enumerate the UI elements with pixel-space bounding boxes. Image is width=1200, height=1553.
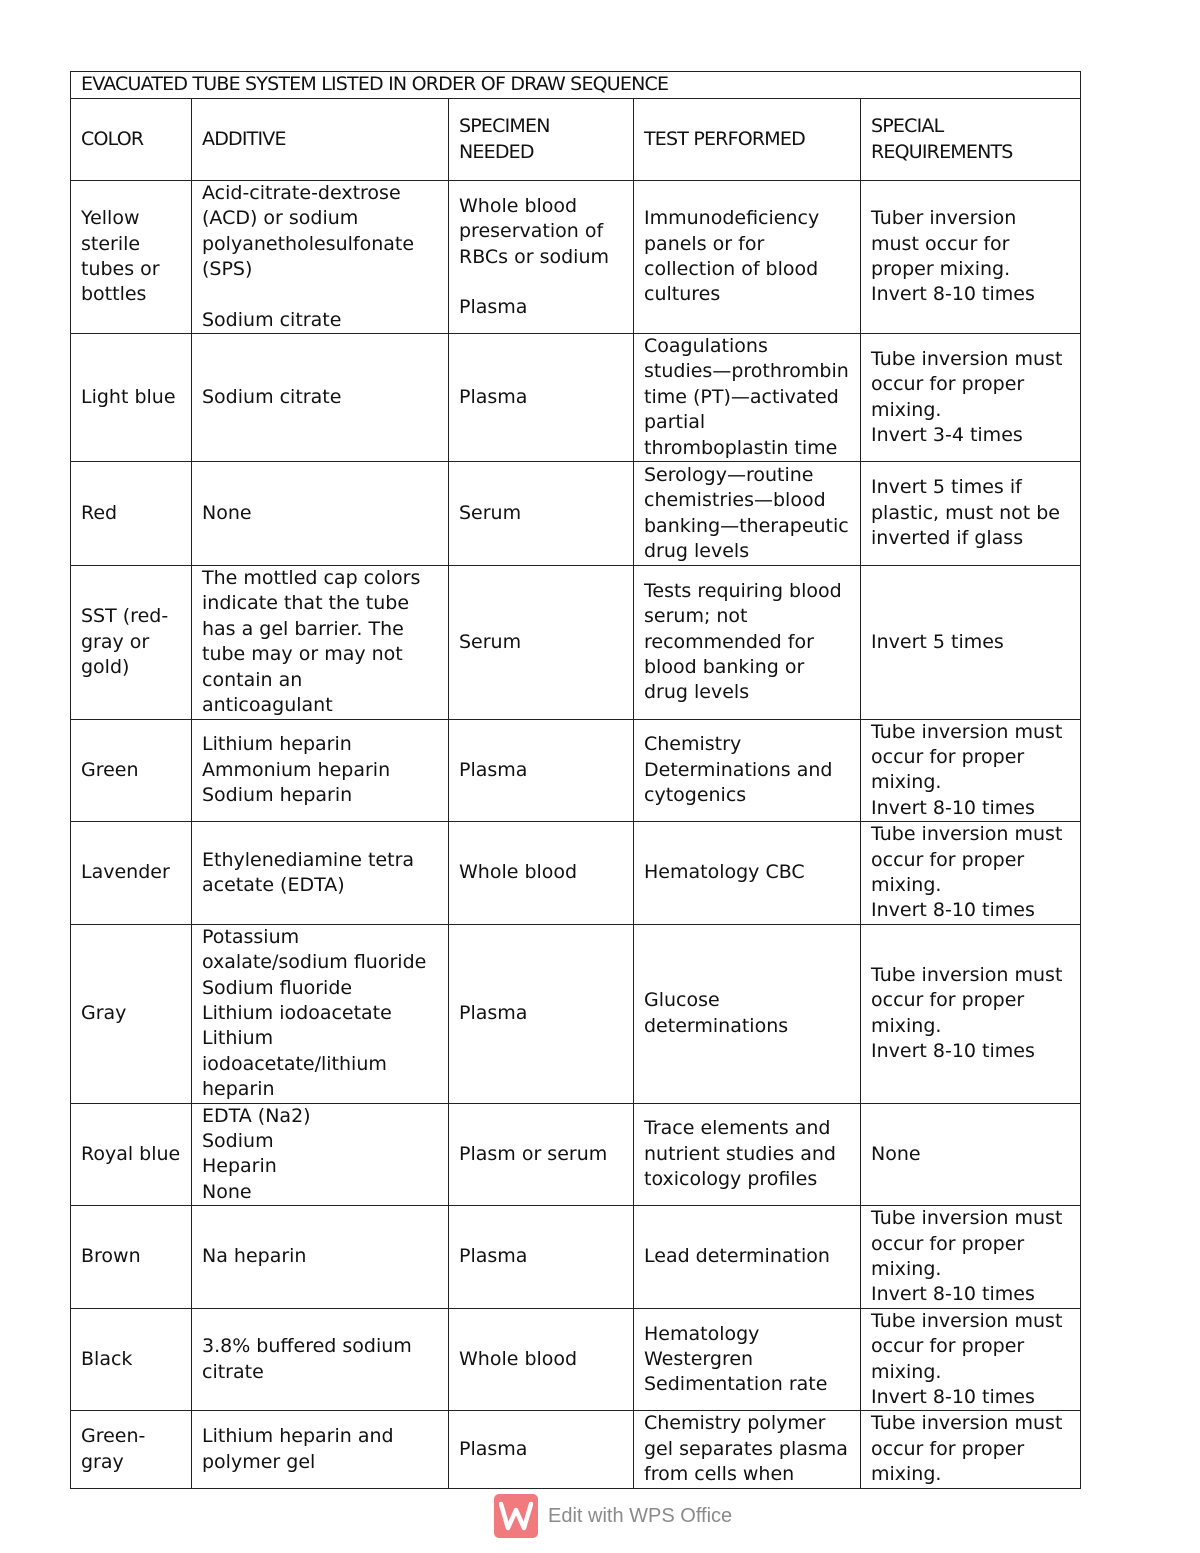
cell-additive [192, 924, 449, 1103]
cell-line: None [871, 1142, 921, 1165]
cell-line: collection of blood [644, 258, 819, 281]
cell-line: Sodium fluoride [202, 976, 353, 999]
cell-line: Plasma [459, 385, 528, 408]
cell-line: Tuber inversion [871, 207, 1017, 230]
tube-system-table [70, 71, 1081, 1489]
cell-color [71, 1103, 192, 1206]
cell-line: Invert 8-10 times [871, 283, 1035, 306]
cell-line: polymer gel [202, 1450, 316, 1473]
cell-line: Immunodeficiency [644, 207, 820, 230]
cell-line: Tube inversion must [871, 1309, 1063, 1332]
cell-line: Hematology [644, 1322, 760, 1345]
cell-test [634, 1308, 861, 1411]
header-color [71, 99, 192, 181]
cell-line: Yellow [81, 207, 140, 230]
cell-line: EDTA (Na2) [202, 1104, 311, 1127]
header-line: COLOR [81, 127, 144, 150]
cell-line: contain an [202, 668, 303, 691]
cell-line: 3.8% buffered sodium [202, 1335, 412, 1358]
cell-line: Gray [81, 1001, 127, 1024]
cell-line: mixing. [871, 1463, 942, 1486]
cell-line: gray [81, 1450, 124, 1473]
table-title-row [71, 72, 1081, 99]
table-row [71, 181, 1081, 334]
cell-line: acetate (EDTA) [202, 873, 345, 896]
cell-specimen [449, 1103, 634, 1206]
table-row [71, 1206, 1081, 1309]
cell-line: mixing. [871, 1014, 942, 1037]
cell-line: chemistries—blood [644, 489, 826, 512]
cell-line: Potassium [202, 925, 300, 948]
cell-line: Green [81, 758, 139, 781]
cell-line: from cells when [644, 1463, 795, 1486]
cell-line: mixing. [871, 873, 942, 896]
cell-line: Lithium heparin [202, 733, 352, 756]
cell-line: Coagulations [644, 335, 768, 358]
cell-line: Chemistry [644, 733, 742, 756]
cell-requirements [861, 1411, 1081, 1488]
cell-line: Plasma [459, 295, 528, 318]
cell-test [634, 566, 861, 719]
cell-additive [192, 334, 449, 462]
header-line: SPECIAL [871, 115, 944, 138]
cell-color [71, 1411, 192, 1488]
header-line: NEEDED [459, 140, 534, 163]
cell-line: oxalate/sodium fluoride [202, 951, 427, 974]
header-line: ADDITIVE [202, 127, 286, 150]
cell-line: Royal blue [81, 1142, 181, 1165]
cell-line: nutrient studies and [644, 1142, 836, 1165]
cell-line: Sedimentation rate [644, 1373, 828, 1396]
cell-line: Tube inversion must [871, 963, 1063, 986]
cell-specimen [449, 1411, 634, 1488]
cell-requirements [861, 334, 1081, 462]
cell-line: occur for proper [871, 1437, 1025, 1460]
cell-line: Tube inversion must [871, 1207, 1063, 1230]
cell-specimen [449, 334, 634, 462]
cell-line: Red [81, 501, 118, 524]
table-title: EVACUATED TUBE SYSTEM LISTED IN ORDER OF DRAW SEQUENCE [71, 72, 1081, 99]
cell-line: Lithium heparin and [202, 1425, 394, 1448]
cell-line: None [202, 1180, 252, 1203]
cell-line: bottles [81, 283, 147, 306]
table-row [71, 719, 1081, 822]
cell-additive [192, 181, 449, 334]
cell-additive [192, 1308, 449, 1411]
cell-specimen [449, 924, 634, 1103]
cell-line: plastic, must not be [871, 501, 1060, 524]
cell-gap [202, 283, 438, 308]
cell-line: blood banking or [644, 655, 805, 678]
cell-line: mixing. [871, 771, 942, 794]
cell-line: Chemistry polymer [644, 1412, 826, 1435]
header-specimen-needed [449, 99, 634, 181]
cell-line: toxicology profiles [644, 1168, 818, 1191]
cell-line: drug levels [644, 539, 750, 562]
cell-line: Invert 5 times [871, 630, 1004, 653]
cell-line: Tube inversion must [871, 823, 1063, 846]
cell-line: banking—therapeutic [644, 514, 849, 537]
cell-line: polyanetholesulfonate [202, 232, 415, 255]
cell-line: Tube inversion must [871, 347, 1063, 370]
cell-test [634, 719, 861, 822]
cell-requirements [861, 924, 1081, 1103]
cell-line: recommended for [644, 630, 814, 653]
header-test-performed [634, 99, 861, 181]
cell-line: inverted if glass [871, 527, 1024, 550]
cell-line: Whole blood [459, 194, 578, 217]
cell-color [71, 719, 192, 822]
cell-line: Westergren [644, 1347, 754, 1370]
cell-color [71, 566, 192, 719]
cell-line: occur for proper [871, 373, 1025, 396]
cell-color [71, 822, 192, 925]
table-row [71, 1411, 1081, 1488]
cell-line: Invert 8-10 times [871, 1386, 1035, 1409]
header-special-requirements [861, 99, 1081, 181]
cell-requirements [861, 566, 1081, 719]
cell-specimen [449, 822, 634, 925]
table-row [71, 566, 1081, 719]
cell-specimen [449, 462, 634, 566]
cell-line: Lithium [202, 1027, 274, 1050]
cell-line: occur for proper [871, 989, 1025, 1012]
table-row [71, 924, 1081, 1103]
cell-line: tube may or may not [202, 643, 403, 666]
cell-color [71, 462, 192, 566]
cell-line: Sodium citrate [202, 385, 342, 408]
cell-test [634, 822, 861, 925]
cell-line: Lavender [81, 861, 170, 884]
cell-line: Glucose [644, 989, 720, 1012]
cell-line: cytogenics [644, 784, 747, 807]
cell-line: Trace elements and [644, 1117, 831, 1140]
cell-line: serum; not [644, 605, 748, 628]
cell-specimen [449, 181, 634, 334]
cell-line: Serum [459, 501, 522, 524]
cell-line: occur for proper [871, 1232, 1025, 1255]
cell-line: Invert 8-10 times [871, 1040, 1035, 1063]
header-line: SPECIMEN [459, 115, 550, 138]
cell-test [634, 924, 861, 1103]
cell-line: (ACD) or sodium [202, 207, 359, 230]
cell-line: (SPS) [202, 258, 253, 281]
cell-line: heparin [202, 1078, 275, 1101]
cell-specimen [449, 719, 634, 822]
cell-line: time (PT)—activated [644, 385, 839, 408]
cell-test [634, 334, 861, 462]
cell-line: Plasma [459, 758, 528, 781]
cell-line: occur for proper [871, 1335, 1025, 1358]
cell-specimen [449, 1308, 634, 1411]
wps-w-logo-icon [494, 1494, 538, 1538]
cell-line: Tests requiring blood [644, 579, 842, 602]
cell-line: Tube inversion must [871, 1412, 1063, 1435]
cell-line: Whole blood [459, 861, 578, 884]
cell-line: Serum [459, 630, 522, 653]
cell-line: iodoacetate/lithium [202, 1052, 387, 1075]
cell-line: cultures [644, 283, 721, 306]
cell-requirements [861, 822, 1081, 925]
header-line: REQUIREMENTS [871, 140, 1013, 163]
header-additive [192, 99, 449, 181]
cell-line: occur for proper [871, 848, 1025, 871]
cell-test [634, 1206, 861, 1309]
cell-line: Invert 3-4 times [871, 423, 1023, 446]
cell-line: must occur for [871, 232, 1010, 255]
table-row [71, 822, 1081, 925]
cell-line: panels or for [644, 232, 765, 255]
cell-line: studies—prothrombin [644, 360, 849, 383]
cell-specimen [449, 1206, 634, 1309]
cell-line: Black [81, 1347, 133, 1370]
cell-line: preservation of [459, 220, 604, 243]
cell-line: Invert 8-10 times [871, 1283, 1035, 1306]
cell-color [71, 1206, 192, 1309]
cell-color [71, 334, 192, 462]
cell-gap [459, 270, 623, 295]
cell-specimen [449, 566, 634, 719]
cell-line: citrate [202, 1360, 264, 1383]
cell-line: Plasma [459, 1001, 528, 1024]
cell-additive [192, 1103, 449, 1206]
cell-test [634, 1103, 861, 1206]
cell-additive [192, 462, 449, 566]
cell-test [634, 1411, 861, 1488]
cell-line: anticoagulant [202, 694, 333, 717]
cell-line: Invert 5 times if [871, 476, 1022, 499]
cell-line: occur for proper [871, 745, 1025, 768]
wps-footer[interactable] [494, 1494, 732, 1538]
cell-line: determinations [644, 1014, 789, 1037]
cell-requirements [861, 462, 1081, 566]
cell-line: Hematology CBC [644, 861, 805, 884]
cell-line: Light blue [81, 385, 176, 408]
cell-line: partial [644, 411, 706, 434]
cell-line: Serology—routine [644, 463, 814, 486]
cell-requirements [861, 1206, 1081, 1309]
cell-requirements [861, 719, 1081, 822]
table-body [71, 181, 1081, 1489]
cell-requirements [861, 1103, 1081, 1206]
cell-test [634, 181, 861, 334]
cell-line: Lithium iodoacetate [202, 1001, 392, 1024]
cell-line: The mottled cap colors [202, 567, 421, 590]
cell-line: tubes or [81, 258, 160, 281]
cell-line: gray or [81, 630, 150, 653]
cell-line: None [202, 501, 252, 524]
cell-line: RBCs or sodium [459, 245, 609, 268]
cell-line: thromboplastin time [644, 436, 838, 459]
cell-color [71, 924, 192, 1103]
table-row [71, 1308, 1081, 1411]
cell-additive [192, 566, 449, 719]
cell-line: mixing. [871, 1360, 942, 1383]
cell-line: mixing. [871, 398, 942, 421]
cell-line: sterile [81, 232, 141, 255]
cell-color [71, 1308, 192, 1411]
header-line: TEST PERFORMED [644, 127, 805, 150]
cell-line: Plasma [459, 1437, 528, 1460]
cell-line: Green- [81, 1425, 146, 1448]
cell-additive [192, 719, 449, 822]
cell-line: Invert 8-10 times [871, 796, 1035, 819]
table-row [71, 1103, 1081, 1206]
cell-requirements [861, 181, 1081, 334]
cell-line: Ethylenediamine tetra [202, 848, 415, 871]
cell-line: Sodium [202, 1130, 274, 1152]
cell-line: Sodium heparin [202, 784, 353, 807]
column-header-row [71, 99, 1081, 181]
table-row [71, 334, 1081, 462]
cell-line: Plasma [459, 1245, 528, 1268]
cell-line: Plasm or serum [459, 1142, 608, 1165]
cell-line: Heparin [202, 1155, 277, 1178]
cell-additive [192, 822, 449, 925]
cell-line: proper mixing. [871, 258, 1011, 281]
cell-line: Na heparin [202, 1245, 307, 1268]
cell-additive [192, 1206, 449, 1309]
cell-line: gel separates plasma [644, 1437, 848, 1460]
cell-line: Invert 8-10 times [871, 899, 1035, 922]
cell-line: Determinations and [644, 758, 833, 781]
cell-line: gold) [81, 655, 130, 678]
cell-line: Acid-citrate-dextrose [202, 182, 401, 204]
wps-footer-text: Edit with WPS Office [548, 1504, 733, 1527]
cell-line: Whole blood [459, 1347, 578, 1370]
cell-color [71, 181, 192, 334]
table-row [71, 462, 1081, 566]
cell-additive [192, 1411, 449, 1488]
cell-line: drug levels [644, 681, 750, 704]
cell-line: Brown [81, 1245, 141, 1268]
cell-requirements [861, 1308, 1081, 1411]
cell-line: SST (red- [81, 605, 169, 628]
cell-line: Sodium citrate [202, 308, 342, 331]
cell-line: has a gel barrier. The [202, 617, 404, 640]
cell-line: indicate that the tube [202, 592, 410, 615]
cell-line: Lead determination [644, 1245, 830, 1268]
cell-line: mixing. [871, 1258, 942, 1281]
cell-line: Tube inversion must [871, 720, 1063, 743]
cell-test [634, 462, 861, 566]
cell-line: Ammonium heparin [202, 758, 391, 781]
